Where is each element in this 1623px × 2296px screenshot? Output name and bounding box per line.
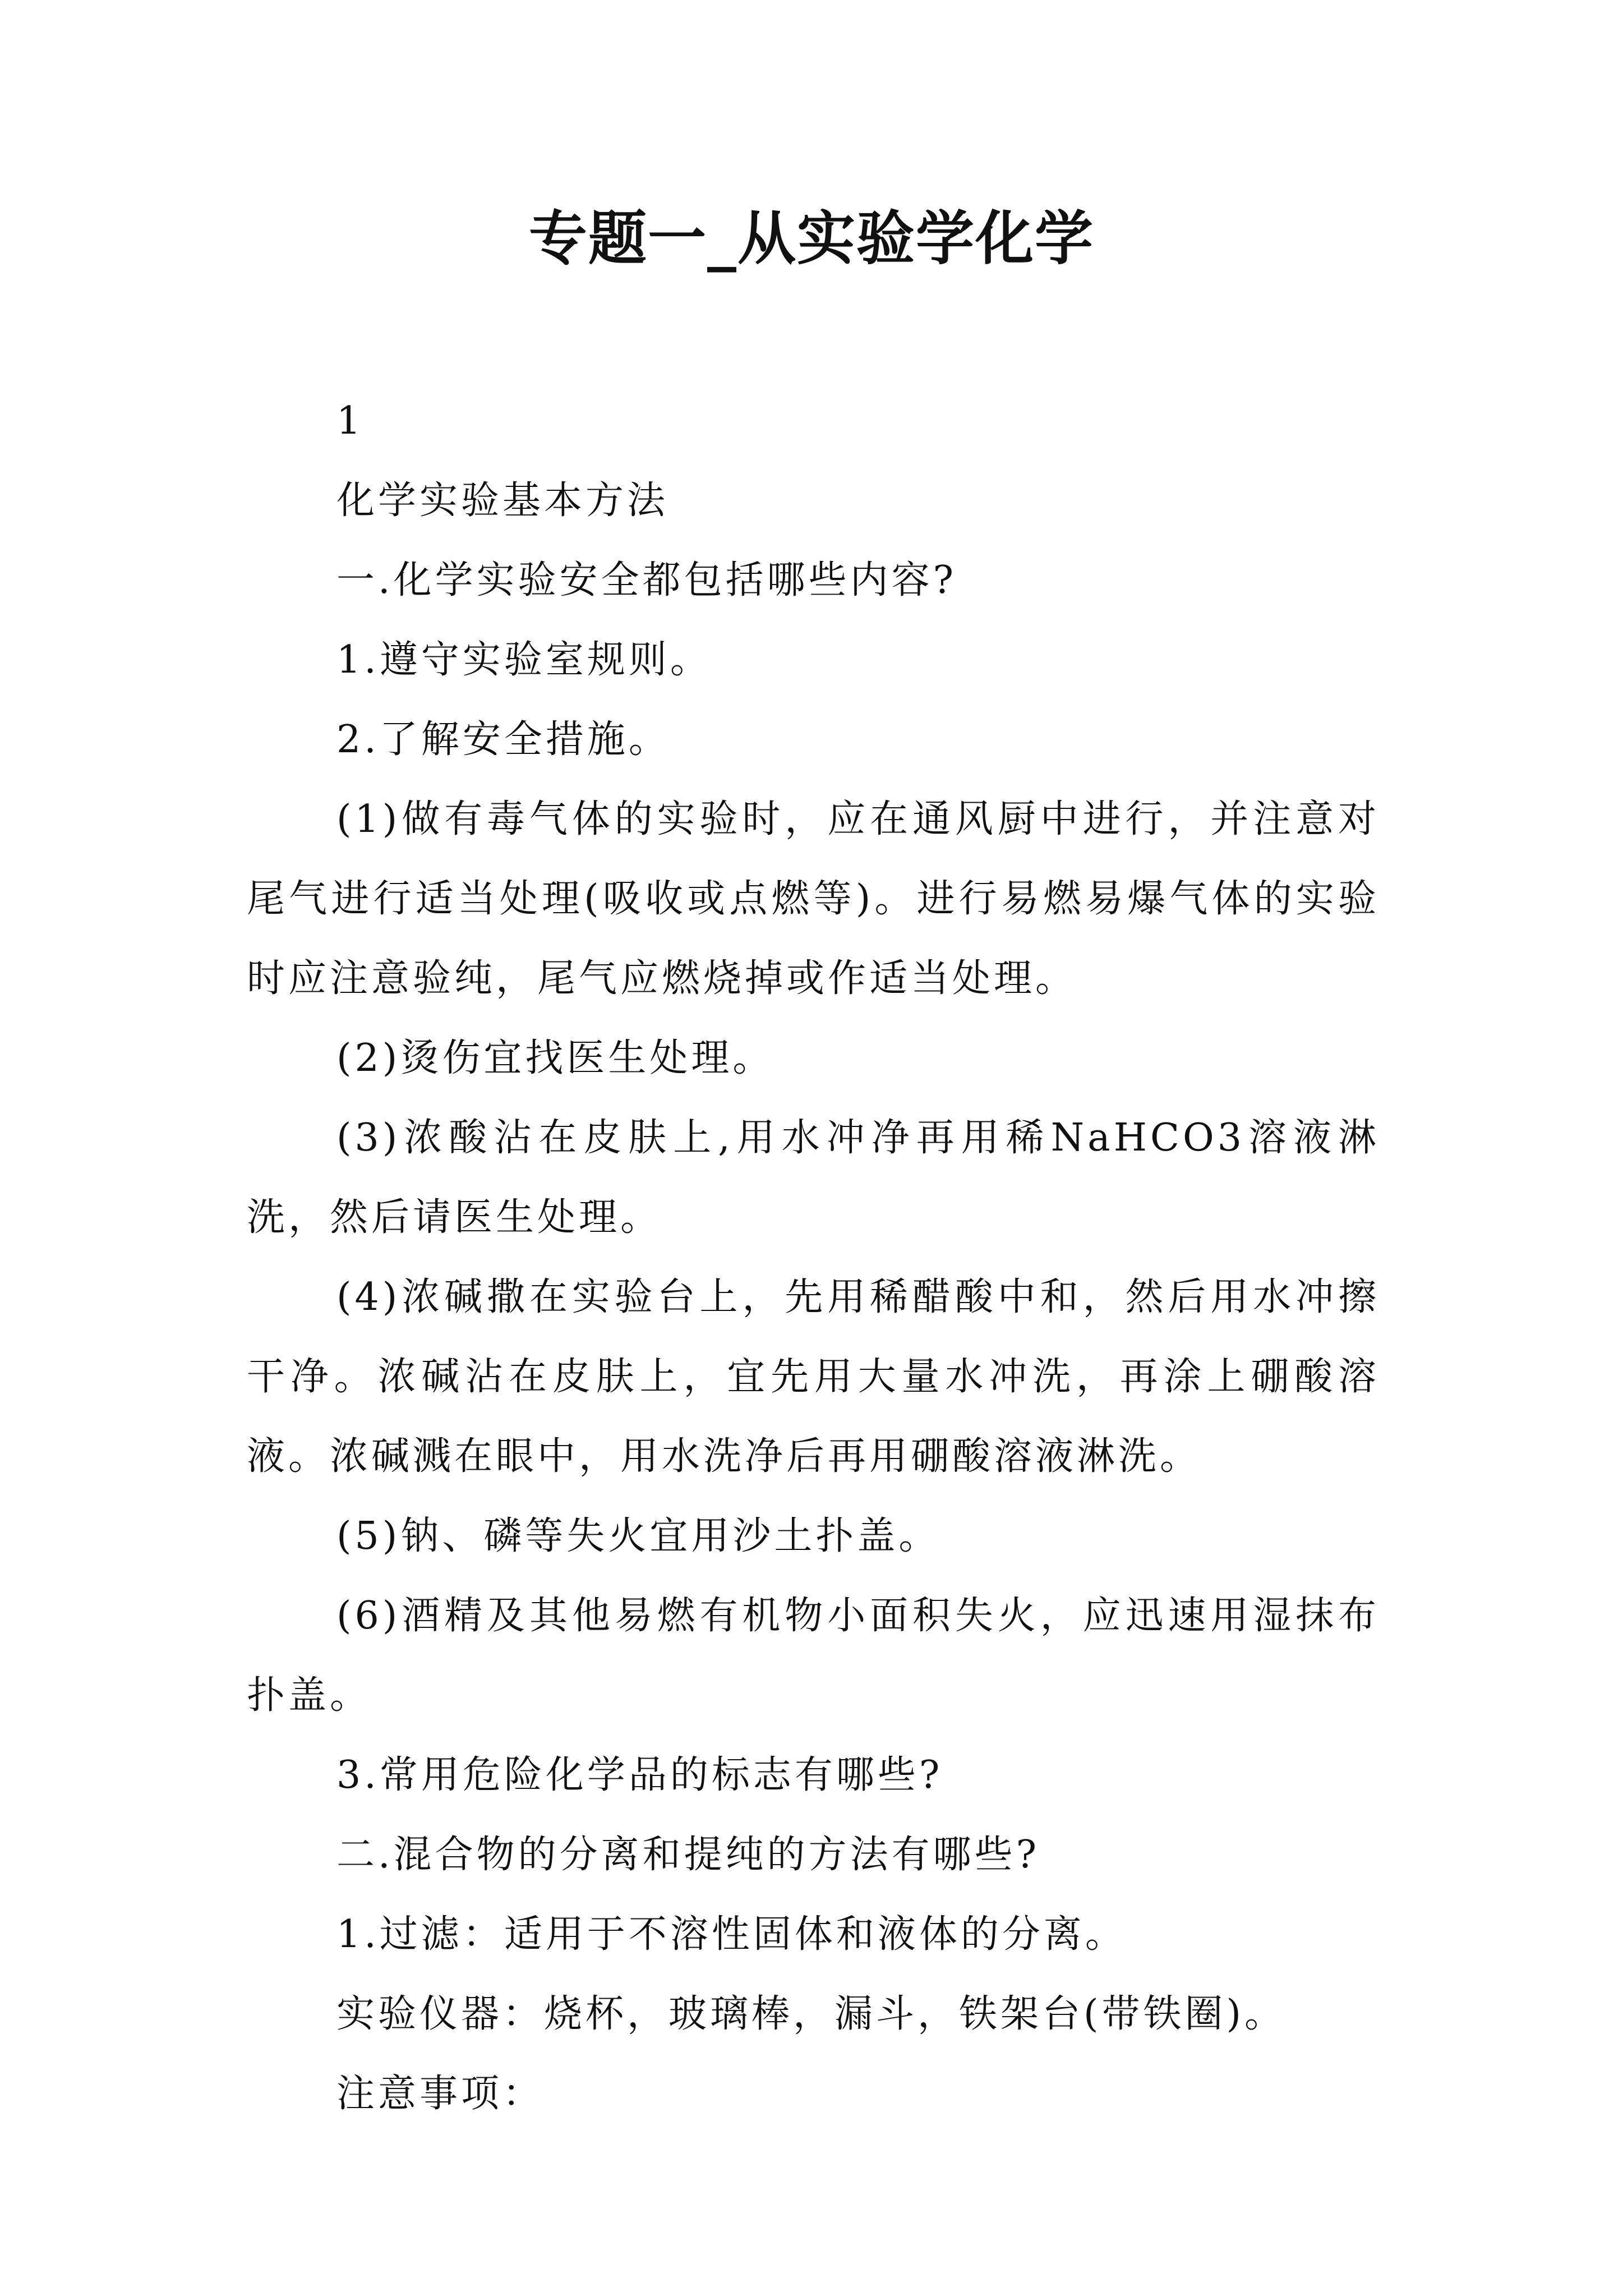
list-item-3: 3.常用危险化学品的标志有哪些? [336, 1753, 943, 1797]
safety-paragraph-1: (1)做有毒气体的实验时，应在通风厨中进行，并注意对尾气进行适当处理(吸收或点燃等)。进行易燃易爆气体的实验时应注意验纯，尾气应燃烧掉或作适当处理。 [247, 797, 1380, 1001]
equipment-line: 实验仪器：烧杯，玻璃棒，漏斗，铁架台(带铁圈)。 [336, 1992, 1287, 2036]
safety-paragraph-4: (4)浓碱撒在实验台上，先用稀醋酸中和，然后用水冲擦干净。浓碱沾在皮肤上，宜先用大量水冲洗，再涂上硼酸溶液。浓碱溅在眼中，用水洗净后再用硼酸溶液淋洗。 [247, 1275, 1380, 1479]
list-item-2: 2.了解安全措施。 [336, 717, 670, 762]
notes-heading: 注意事项： [336, 2072, 545, 2116]
safety-paragraph-2: (2)烫伤宜找医生处理。 [336, 1036, 774, 1080]
safety-paragraph-6: (6)酒精及其他易燃有机物小面积失火，应迅速用湿抹布扑盖。 [247, 1594, 1380, 1718]
safety-paragraph-5: (5)钠、磷等失火宜用沙土扑盖。 [336, 1514, 940, 1558]
section-heading: 化学实验基本方法 [336, 478, 669, 523]
document-title: 专题一_从实验学化学 [528, 204, 1094, 273]
safety-paragraph-3: (3)浓酸沾在皮肤上,用水冲净再用稀NaHCO3溶液淋洗，然后请医生处理。 [247, 1116, 1380, 1240]
section-number: 1 [336, 399, 365, 443]
document-body [247, 381, 1380, 2134]
question-heading-2: 二.混合物的分离和提纯的方法有哪些? [336, 1833, 1040, 1877]
list-item-1: 1.遵守实验室规则。 [336, 638, 712, 682]
method-filtration: 1.过滤：适用于不溶性固体和液体的分离。 [336, 1912, 1127, 1957]
question-heading-1: 一.化学实验安全都包括哪些内容? [336, 558, 957, 602]
